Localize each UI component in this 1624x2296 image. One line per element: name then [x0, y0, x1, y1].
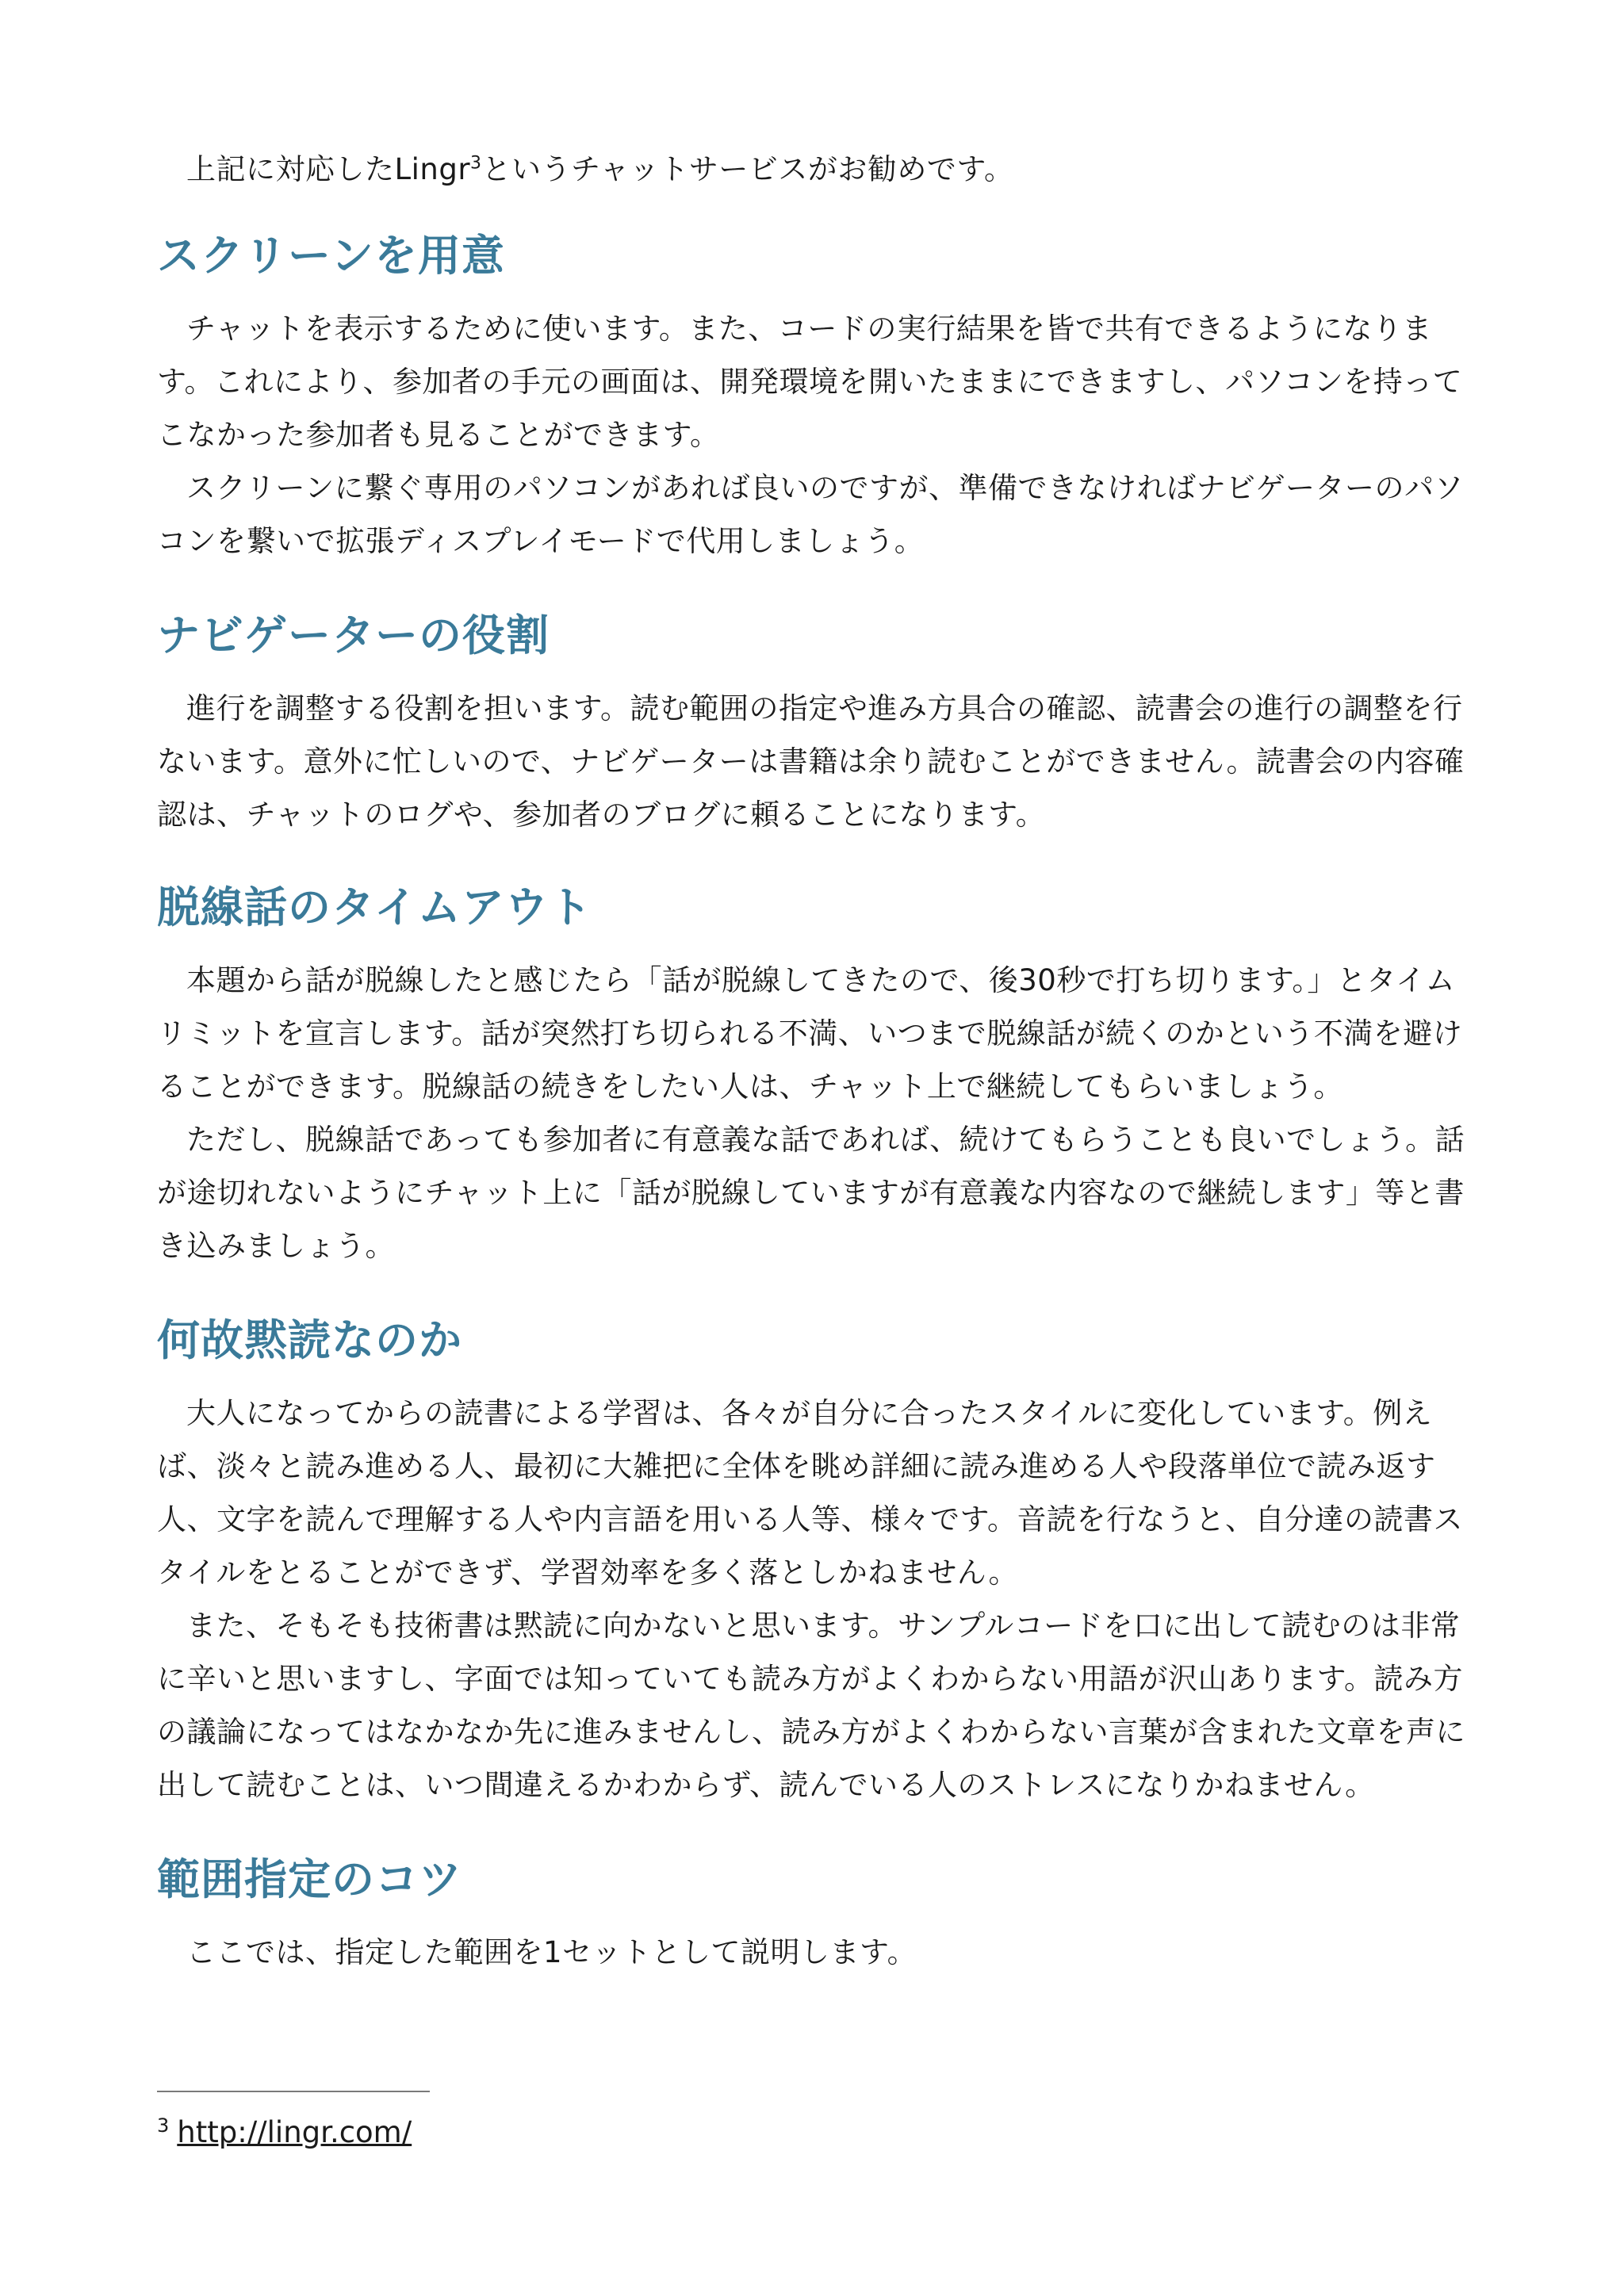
section-heading: 何故黙読なのか: [157, 1315, 462, 1365]
document-body: [157, 143, 1477, 1979]
intro-paragraph: 上記に対応したLingr$^3$というチャットサービスがお勧めです。: [186, 152, 1014, 186]
body-paragraph: ここでは、指定した範囲を1セットとして説明します。: [186, 1935, 917, 1969]
body-paragraph: スクリーンに繋ぐ専用のパソコンがあれば良いのですが、準備できなければナビゲーターのパソコンを繋いで拡張ディスプレイモードで代用しましょう。: [157, 471, 1465, 558]
body-paragraph: 進行を調整する役割を担います。読む範囲の指定や進み方具合の確認、読書会の進行の調整を行ないます。意外に忙しいので、ナビゲーターは書籍は余り読むことができません。読書会の内容確認は、チャットのログや、参加者のブログに頼ることになります。: [157, 691, 1465, 832]
section-heading: 範囲指定のコツ: [157, 1854, 462, 1904]
section-heading: スクリーンを用意: [157, 231, 505, 281]
section-heading: 脱線話のタイムアウト: [157, 882, 592, 932]
body-paragraph: また、そもそも技術書は黙読に向かないと思います。サンプルコードを口に出して読むのは非常に辛いと思いますし、字面では知っていても読み方がよくわからない用語が沢山あります。読み方の議論になってはなかなか先に進みませんし、読み方がよくわからない言葉が含まれた文章を声に出して読むことは、いつ間違えるかわからず、読んでいる人のストレスになりかねません。: [157, 1609, 1465, 1802]
footnote-divider: [157, 2091, 430, 2092]
body-paragraph: 本題から話が脱線したと感じたら「話が脱線してきたので、後30秒で打ち切ります。」とタイムリミットを宣言します。話が突然打ち切られる不満、いつまで脱線話が続くのかという不満を避けることができます。脱線話の続きをしたい人は、チャット上で継続してもらいましょう。: [157, 963, 1463, 1104]
body-paragraph: チャットを表示するために使います。また、コードの実行結果を皆で共有できるようになります。これにより、参加者の手元の画面は、開発環境を開いたままにできますし、パソコンを持ってこなかった参加者も見ることができます。: [157, 312, 1463, 452]
body-paragraph: ただし、脱線話であっても参加者に有意義な話であれば、続けてもらうことも良いでしょう。話が途切れないようにチャット上に「話が脱線していますが有意義な内容なので継続します」等と書き込みましょう。: [157, 1123, 1465, 1263]
footnote: [157, 2109, 412, 2156]
footnote-link[interactable]: http://lingr.com/: [177, 2115, 412, 2149]
footnote-mark: 3: [157, 2114, 170, 2137]
footnote-reference[interactable]: 3: [470, 153, 482, 174]
section-heading: ナビゲーターの役割: [157, 610, 550, 660]
body-paragraph: 大人になってからの読書による学習は、各々が自分に合ったスタイルに変化しています。例えば、淡々と読み進める人、最初に大雑把に全体を眺め詳細に読み進める人や段落単位で読み返す人、文字を読んで理解する人や内言語を用いる人等、様々です。音読を行なうと、自分達の読書スタイルをとることができず、学習効率を多く落としかねません。: [157, 1396, 1464, 1590]
